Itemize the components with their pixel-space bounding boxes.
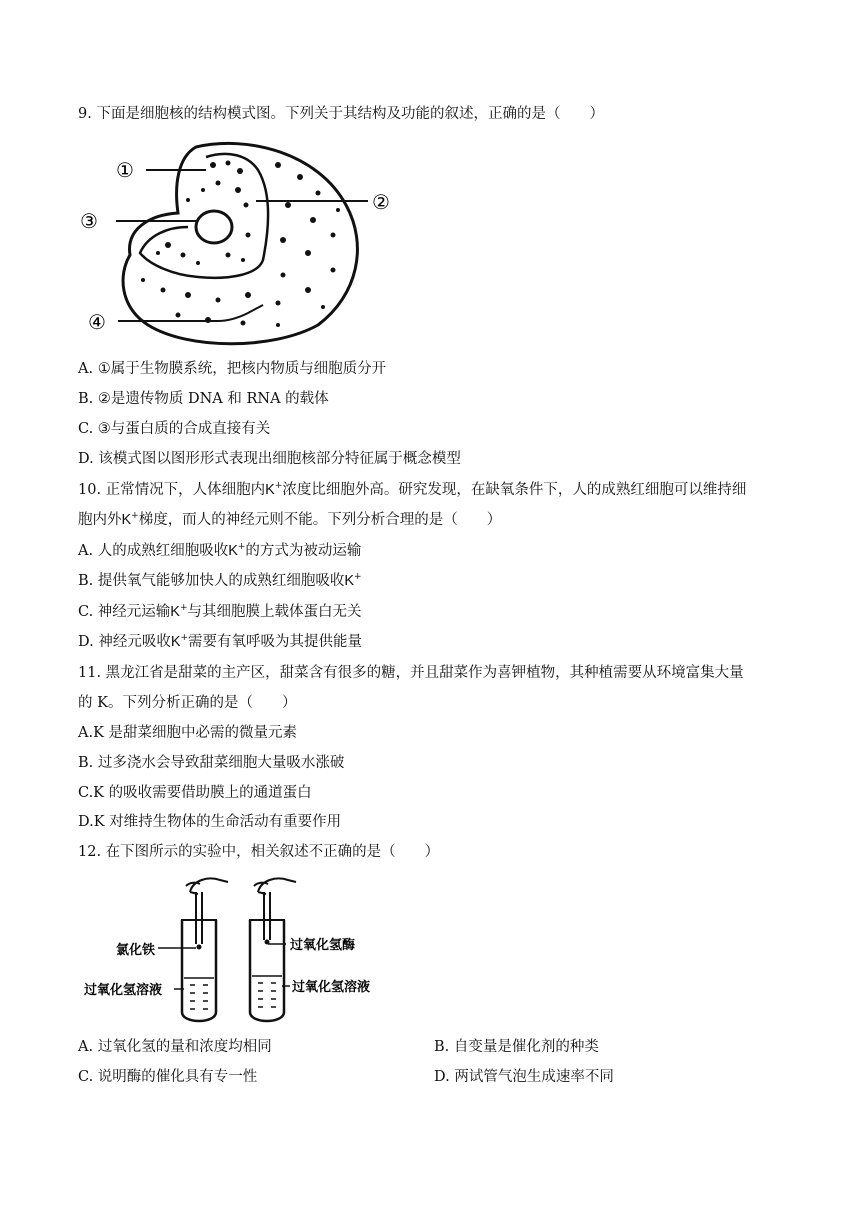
test-tube-experiment-figure — [78, 872, 398, 1032]
right-dropper-label: 过氧化氢酶 — [290, 938, 356, 953]
q12-option-a: A. 过氧化氢的量和浓度均相同 — [78, 1039, 272, 1055]
q10-option-c-text: C. 神经元运输 — [78, 604, 171, 620]
potassium-symbol: K — [344, 573, 355, 589]
cell-nucleus-figure — [78, 135, 408, 353]
q10-option-d — [78, 632, 362, 652]
left-solution-label: 过氧化氢溶液 — [84, 983, 163, 998]
nucleolus — [196, 211, 232, 243]
potassium-symbol: K — [170, 634, 181, 650]
q10-option-a-text: A. 人的成熟红细胞吸收 — [78, 543, 229, 559]
q10-stem-text-b: 浓度比细胞外高。研究发现，在缺氧条件下，人的成熟红细胞可以维持细 — [282, 482, 747, 498]
q10-option-c — [78, 602, 362, 622]
q9-option-b: B. ②是遗传物质 DNA 和 RNA 的载体 — [78, 391, 329, 407]
potassium-charge: + — [274, 481, 283, 492]
q10-stem-line2 — [78, 510, 501, 530]
potassium-charge: + — [180, 633, 189, 644]
q11-option-c: C.K 的吸收需要借助膜上的通道蛋白 — [78, 785, 312, 801]
q12-option-c: C. 说明酶的催化具有专一性 — [78, 1069, 258, 1085]
q11-option-d: D.K 对维持生物体的生命活动有重要作用 — [78, 814, 342, 830]
q12-option-b: B. 自变量是催化剂的种类 — [434, 1039, 599, 1055]
right-test-tube — [249, 879, 296, 1022]
q11-option-a: A.K 是甜菜细胞中必需的微量元素 — [78, 725, 298, 741]
q9-option-c: C. ③与蛋白质的合成直接有关 — [78, 421, 271, 437]
label-1: ① — [116, 158, 134, 182]
potassium-symbol: K — [170, 604, 180, 620]
q10-stem-line1 — [78, 480, 746, 500]
q11-stem-line2: 的 K。下列分析正确的是（ ） — [78, 695, 297, 711]
q10-option-c-text-2: 与其细胞膜上载体蛋白无关 — [187, 604, 362, 620]
right-solution-label: 过氧化氢溶液 — [292, 980, 371, 995]
q10-stem-text-c: 胞内外 — [78, 512, 122, 528]
right-hand-icon — [254, 879, 296, 895]
left-hand-icon — [186, 879, 228, 895]
q10-option-b-text: B. 提供氧气能够加快人的成熟红细胞吸收 — [78, 573, 345, 589]
potassium-symbol: K — [265, 482, 275, 498]
q10-option-a-text-2: 的方式为被动运输 — [245, 543, 362, 559]
potassium-charge: + — [237, 542, 246, 553]
q11-stem-line1: 11. 黑龙江省是甜菜的主产区，甜菜含有很多的糖，并且甜菜作为喜钾植物，其种植需要从环境富集大量 — [78, 665, 744, 681]
left-test-tube — [158, 879, 228, 1022]
potassium-charge: + — [179, 603, 188, 614]
potassium-symbol: K — [121, 512, 132, 528]
q9-stem: 9. 下面是细胞核的结构模式图。下列关于其结构及功能的叙述，正确的是（ ） — [78, 106, 604, 122]
q9-option-a: A. ①属于生物膜系统，把核内物质与细胞质分开 — [78, 361, 387, 377]
q10-option-a — [78, 541, 361, 561]
potassium-symbol: K — [228, 543, 238, 559]
q10-option-d-text-2: 需要有氧呼吸为其提供能量 — [188, 634, 363, 650]
q10-stem-text-d: 梯度，而人的神经元则不能。下列分析合理的是（ ） — [138, 512, 502, 528]
potassium-charge: + — [354, 572, 362, 583]
q9-option-d: D. 该模式图以图形形式表现出细胞核部分特征属于概念模型 — [78, 451, 461, 467]
left-dropper-label: 氯化铁 — [116, 943, 156, 958]
q10-stem-text-a: 10. 正常情况下，人体细胞内 — [78, 482, 266, 498]
q12-stem: 12. 在下图所示的实验中，相关叙述不正确的是（ ） — [78, 844, 440, 860]
potassium-charge: + — [131, 511, 139, 522]
q10-option-b — [78, 571, 362, 591]
label-2: ② — [372, 190, 390, 214]
q12-option-d: D. 两试管气泡生成速率不同 — [434, 1069, 614, 1085]
q10-option-d-text: D. 神经元吸收 — [78, 634, 171, 650]
q11-option-b: B. 过多浇水会导致甜菜细胞大量吸水涨破 — [78, 755, 345, 771]
label-4: ④ — [88, 310, 106, 334]
label-3: ③ — [80, 209, 98, 233]
